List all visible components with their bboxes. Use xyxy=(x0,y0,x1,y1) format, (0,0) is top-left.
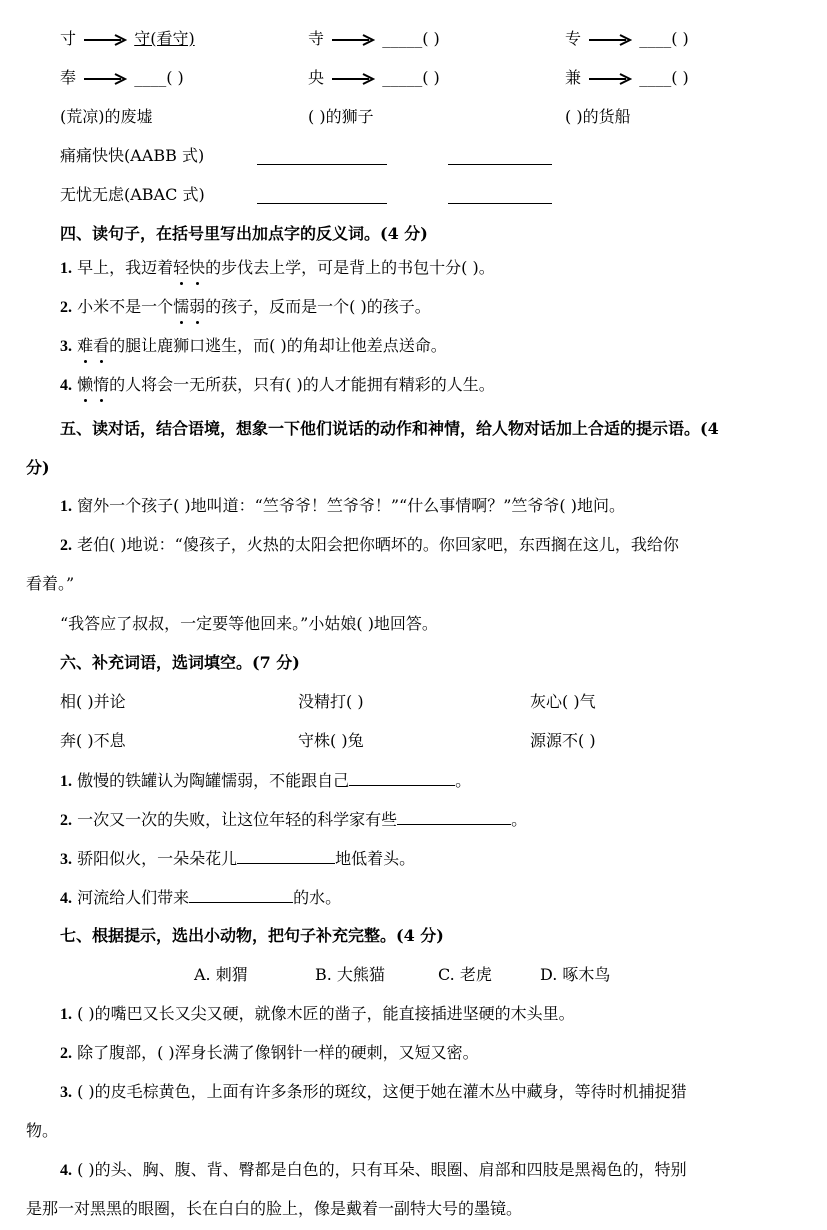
question-text: 窗外一个孩子( )地叫道：“竺爷爷！竺爷爷！”“什么事情啊？”竺爷爷( )地问。 xyxy=(77,496,625,515)
question-text: 除了腹部，( )浑身长满了像钢针一样的硬刺，又短又密。 xyxy=(77,1043,479,1062)
arrow-right-icon xyxy=(588,73,632,85)
dotted-char: 轻 xyxy=(173,256,189,280)
dotted-char: 看 xyxy=(93,334,109,358)
option-b: B. 大熊猫 xyxy=(315,965,385,984)
question-text: ( )的头、胸、腹、背、臀都是白色的，只有耳朵、眼圈、肩部和四肢是黑褐色的，特别 xyxy=(77,1160,687,1179)
question-number: 2. xyxy=(60,812,72,829)
question-number: 2. xyxy=(60,299,72,316)
idiom-blank[interactable]: 没精打( ) xyxy=(298,692,364,711)
question-4-4 xyxy=(60,373,495,398)
question-text: 的水。 xyxy=(293,888,342,907)
example-answer: 守(看守) xyxy=(134,29,195,48)
question-7-4 xyxy=(60,1158,687,1183)
section-5-title-cont: 分) xyxy=(26,458,50,477)
answer-blank[interactable]: ____( ) xyxy=(134,68,184,87)
word-row-2 xyxy=(60,66,184,90)
question-number: 1. xyxy=(60,773,72,790)
question-number: 1. xyxy=(60,1006,72,1023)
question-number: 4. xyxy=(60,377,72,394)
question-number: 3. xyxy=(60,1084,72,1101)
question-text: 的腿让鹿狮口逃生，而( )的角却让他差点送命。 xyxy=(109,336,447,355)
section-5-title: 五、读对话，结合语境，想象一下他们说话的动作和神情，给人物对话加上合适的提示语。(4 xyxy=(60,419,719,438)
word-row-1-col3 xyxy=(565,27,689,51)
question-6-2 xyxy=(60,807,527,833)
question-text: ( )的皮毛棕黄色，上面有许多条形的斑纹，这便于她在灌木丛中藏身，等待时机捕捉猎 xyxy=(77,1082,687,1101)
fill-line[interactable] xyxy=(448,147,552,165)
question-5-2-cont: 看着。” xyxy=(26,574,75,593)
question-6-1 xyxy=(60,768,471,794)
arrow-right-icon xyxy=(331,34,375,46)
fill-line[interactable] xyxy=(257,186,387,204)
question-7-3 xyxy=(60,1080,687,1105)
question-number: 1. xyxy=(60,260,72,277)
pattern-label-abac: 无忧无虑(ABAC 式) xyxy=(60,185,205,204)
source-char: 寺 xyxy=(308,29,325,48)
question-6-4 xyxy=(60,885,341,911)
option-a: A. 刺猬 xyxy=(194,965,248,984)
idiom-blank[interactable]: 源源不( ) xyxy=(530,731,596,750)
fill-line[interactable] xyxy=(349,768,455,786)
question-text: 。 xyxy=(511,810,528,829)
source-char: 兼 xyxy=(565,68,582,87)
fill-line[interactable] xyxy=(189,885,293,903)
question-text: 的人将会一无所获，只有( )的人才能拥有精彩的人生。 xyxy=(109,375,495,394)
phrase-example: (荒凉)的废墟 xyxy=(60,107,153,126)
word-row-2-col2 xyxy=(308,66,440,90)
question-text: 骄阳似火，一朵朵花儿 xyxy=(77,849,238,868)
question-6-3 xyxy=(60,846,415,872)
pattern-label-aabb: 痛痛快快(AABB 式) xyxy=(60,146,205,165)
source-char: 奉 xyxy=(60,68,77,87)
answer-blank[interactable]: ____( ) xyxy=(639,68,689,87)
option-c: C. 老虎 xyxy=(438,965,492,984)
section-4-title: 四、读句子，在括号里写出加点字的反义词。(4 分) xyxy=(60,224,428,243)
dotted-char: 懦 xyxy=(173,295,189,319)
answer-blank[interactable]: ____( ) xyxy=(639,29,689,48)
source-char: 专 xyxy=(565,29,582,48)
fill-line[interactable] xyxy=(257,147,387,165)
dotted-char: 弱 xyxy=(189,295,205,319)
arrow-right-icon xyxy=(331,73,375,85)
dotted-char: 快 xyxy=(189,256,205,280)
fill-line[interactable] xyxy=(237,846,335,864)
question-7-3-cont: 物。 xyxy=(26,1121,59,1140)
question-text: 早上，我迈着 xyxy=(77,258,174,277)
question-number: 2. xyxy=(60,537,72,554)
source-char: 央 xyxy=(308,68,325,87)
arrow-right-icon xyxy=(83,73,127,85)
question-text: ( )的嘴巴又长又尖又硬，就像木匠的凿子，能直接插进坚硬的木头里。 xyxy=(77,1004,575,1023)
question-4-1 xyxy=(60,256,495,281)
dotted-char: 惰 xyxy=(93,373,109,397)
question-text: 一次又一次的失败，让这位年轻的科学家有些 xyxy=(77,810,398,829)
answer-blank[interactable]: _____( ) xyxy=(382,29,440,48)
question-text: 。 xyxy=(455,771,472,790)
question-text: 河流给人们带来 xyxy=(77,888,190,907)
source-char: 寸 xyxy=(60,29,77,48)
idiom-blank[interactable]: 相( )并论 xyxy=(60,692,126,711)
word-row-1 xyxy=(60,27,195,51)
question-number: 1. xyxy=(60,498,72,515)
question-text: 地低着头。 xyxy=(335,849,416,868)
question-5-1 xyxy=(60,494,625,519)
question-7-1 xyxy=(60,1002,575,1027)
dotted-char: 懒 xyxy=(77,373,93,397)
fill-line[interactable] xyxy=(448,186,552,204)
question-number: 2. xyxy=(60,1045,72,1062)
section-6-title: 六、补充词语，选词填空。(7 分) xyxy=(60,653,300,672)
question-text: 老伯( )地说：“傻孩子，火热的太阳会把你晒坏的。你回家吧，东西搁在这儿，我给你 xyxy=(77,535,679,554)
option-d: D. 啄木鸟 xyxy=(540,965,611,984)
arrow-right-icon xyxy=(83,34,127,46)
answer-blank[interactable]: _____( ) xyxy=(382,68,440,87)
question-number: 4. xyxy=(60,1162,72,1179)
idiom-blank[interactable]: 守株( )兔 xyxy=(298,731,364,750)
question-number: 4. xyxy=(60,890,72,907)
idiom-blank[interactable]: 奔( )不息 xyxy=(60,731,126,750)
fill-line[interactable] xyxy=(397,807,511,825)
idiom-blank[interactable]: 灰心( )气 xyxy=(530,692,596,711)
question-text: 小米不是一个 xyxy=(77,297,174,316)
word-row-2-col3 xyxy=(565,66,689,90)
dotted-char: 难 xyxy=(77,334,93,358)
question-text: 的步伐去上学，可是背上的书包十分( )。 xyxy=(205,258,495,277)
question-4-2 xyxy=(60,295,431,320)
arrow-right-icon xyxy=(588,34,632,46)
question-number: 3. xyxy=(60,851,72,868)
phrase-blank[interactable]: ( )的狮子 xyxy=(308,107,374,126)
word-row-1-col2 xyxy=(308,27,440,51)
phrase-blank[interactable]: ( )的货船 xyxy=(565,107,631,126)
question-4-3 xyxy=(60,334,447,359)
question-number: 3. xyxy=(60,338,72,355)
question-7-2 xyxy=(60,1041,479,1066)
question-7-4-cont: 是那一对黑黑的眼圈，长在白白的脸上，像是戴着一副特大号的墨镜。 xyxy=(26,1199,523,1218)
question-text: 的孩子，反而是一个( )的孩子。 xyxy=(205,297,431,316)
question-5-2 xyxy=(60,533,679,558)
section-7-title: 七、根据提示，选出小动物，把句子补充完整。(4 分) xyxy=(60,926,444,945)
question-5-3: “我答应了叔叔，一定要等他回来。”小姑娘( )地回答。 xyxy=(60,614,438,633)
question-text: 傲慢的铁罐认为陶罐懦弱，不能跟自己 xyxy=(77,771,350,790)
